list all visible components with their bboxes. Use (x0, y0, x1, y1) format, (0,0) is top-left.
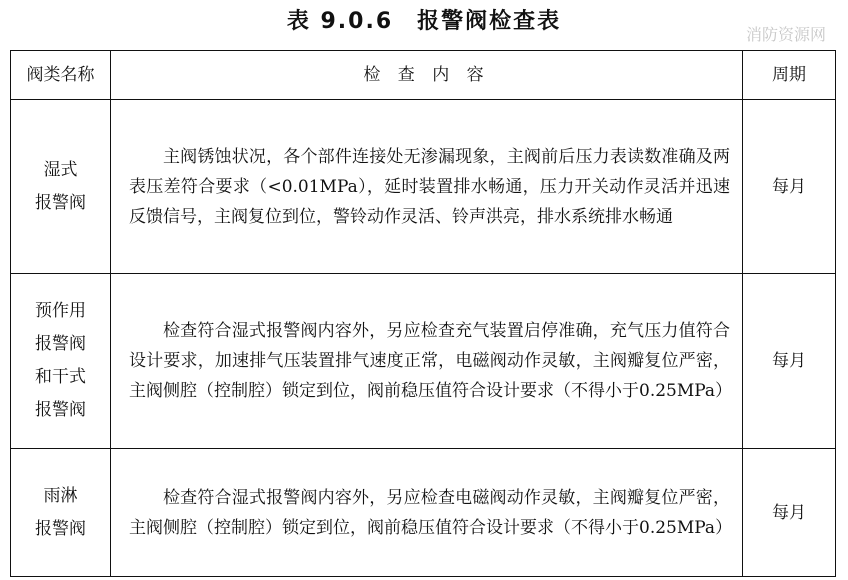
header-inspection-content: 检 查 内 容 (111, 51, 743, 100)
table-row (11, 100, 836, 274)
period-cell: 每月 (743, 100, 836, 274)
valve-name-cell: 预作用 报警阀 和干式 报警阀 (11, 274, 111, 449)
watermark: 消防资源网 (745, 25, 826, 44)
header-valve-type: 阀类名称 (11, 51, 111, 100)
valve-name-cell: 湿式 报警阀 (11, 100, 111, 274)
header-row (11, 51, 836, 100)
inspection-content-cell: 检查符合湿式报警阀内容外，另应检查电磁阀动作灵敏，主阀瓣复位严密，主阀侧腔（控制腔）锁定到位，阀前稳压值符合设计要求（不得小于0.25MPa） (111, 449, 743, 577)
table-title: 表 9.0.6 报警阀检查表 (286, 9, 562, 34)
period-cell: 每月 (743, 449, 836, 577)
inspection-table (10, 50, 836, 577)
period-cell: 每月 (743, 274, 836, 449)
valve-name-cell: 雨淋 报警阀 (11, 449, 111, 577)
table-row (11, 449, 836, 577)
inspection-content-cell: 检查符合湿式报警阀内容外，另应检查充气装置启停准确，充气压力值符合设计要求，加速排气压装置排气速度正常，电磁阀动作灵敏，主阀瓣复位严密，主阀侧腔（控制腔）锁定到位，阀前稳压值符合设计要求（不得小于0.25MPa） (111, 274, 743, 449)
table-row (11, 274, 836, 449)
header-period: 周期 (743, 51, 836, 100)
inspection-content-cell: 主阀锈蚀状况，各个部件连接处无渗漏现象，主阀前后压力表读数准确及两表压差符合要求（<0.01MPa），延时装置排水畅通，压力开关动作灵活并迅速反馈信号，主阀复位到位，警铃动作灵活、铃声洪亮，排水系统排水畅通 (111, 100, 743, 274)
